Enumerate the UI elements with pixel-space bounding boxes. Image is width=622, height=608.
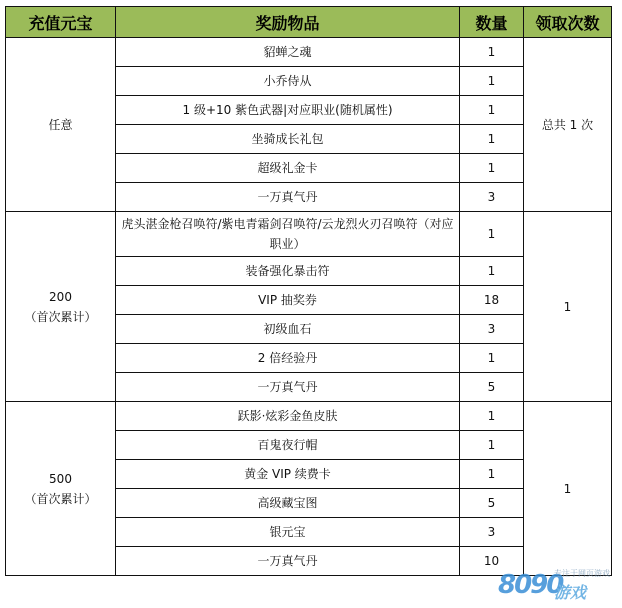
watermark-number: 8090 bbox=[498, 570, 563, 600]
reward-item-name: 2 倍经验丹 bbox=[116, 344, 460, 373]
header-quantity: 数量 bbox=[460, 7, 524, 38]
recharge-tier-label: 500 bbox=[49, 471, 72, 486]
reward-quantity: 5 bbox=[460, 373, 524, 402]
recharge-tier-cell bbox=[6, 402, 116, 576]
reward-quantity: 3 bbox=[460, 518, 524, 547]
recharge-tier-label: 任意 bbox=[48, 117, 73, 132]
reward-item-name: 银元宝 bbox=[116, 518, 460, 547]
reward-quantity: 1 bbox=[460, 257, 524, 286]
table-row bbox=[6, 212, 612, 257]
reward-item-name: 貂蝉之魂 bbox=[116, 38, 460, 67]
reward-quantity: 1 bbox=[460, 344, 524, 373]
header-claim-times: 领取次数 bbox=[524, 7, 612, 38]
reward-item-name: 一万真气丹 bbox=[116, 183, 460, 212]
reward-item-name: VIP 抽奖券 bbox=[116, 286, 460, 315]
reward-item-name: 高级藏宝图 bbox=[116, 489, 460, 518]
recharge-tier-label: （首次累计） bbox=[24, 491, 97, 506]
reward-quantity: 18 bbox=[460, 286, 524, 315]
reward-item-name: 百鬼夜行帽 bbox=[116, 431, 460, 460]
reward-quantity: 1 bbox=[460, 212, 524, 257]
table-row bbox=[6, 402, 612, 431]
watermark-tagline: 专注于网页游戏 bbox=[554, 569, 610, 578]
recharge-tier-label: 200 bbox=[49, 289, 72, 304]
claim-times-cell: 1 bbox=[524, 402, 612, 576]
reward-quantity: 3 bbox=[460, 183, 524, 212]
reward-quantity: 1 bbox=[460, 125, 524, 154]
reward-quantity: 1 bbox=[460, 38, 524, 67]
site-watermark bbox=[498, 566, 618, 606]
table-row bbox=[6, 38, 612, 67]
recharge-tier-cell bbox=[6, 212, 116, 402]
reward-item-name: 1 级+10 紫色武器|对应职业(随机属性) bbox=[116, 96, 460, 125]
reward-quantity: 1 bbox=[460, 154, 524, 183]
reward-item-name: 坐骑成长礼包 bbox=[116, 125, 460, 154]
reward-item-name: 虎头湛金枪召唤符/紫电青霜剑召唤符/云龙烈火刃召唤符（对应职业） bbox=[116, 212, 460, 257]
reward-quantity: 1 bbox=[460, 96, 524, 125]
reward-quantity: 1 bbox=[460, 67, 524, 96]
reward-item-name: 跃影·炫彩金鱼皮肤 bbox=[116, 402, 460, 431]
rewards-table bbox=[5, 6, 612, 576]
claim-times-cell: 1 bbox=[524, 212, 612, 402]
reward-item-name: 超级礼金卡 bbox=[116, 154, 460, 183]
reward-quantity: 10 bbox=[460, 547, 524, 576]
header-reward-item: 奖励物品 bbox=[116, 7, 460, 38]
reward-item-name: 黄金 VIP 续费卡 bbox=[116, 460, 460, 489]
header-row bbox=[6, 7, 612, 38]
reward-item-name: 初级血石 bbox=[116, 315, 460, 344]
claim-times-cell: 总共 1 次 bbox=[524, 38, 612, 212]
reward-quantity: 5 bbox=[460, 489, 524, 518]
reward-quantity: 1 bbox=[460, 431, 524, 460]
reward-item-name: 一万真气丹 bbox=[116, 547, 460, 576]
reward-quantity: 3 bbox=[460, 315, 524, 344]
recharge-tier-cell bbox=[6, 38, 116, 212]
reward-item-name: 一万真气丹 bbox=[116, 373, 460, 402]
reward-item-name: 装备强化暴击符 bbox=[116, 257, 460, 286]
watermark-brand: 游戏 bbox=[554, 583, 587, 602]
reward-quantity: 1 bbox=[460, 460, 524, 489]
header-recharge: 充值元宝 bbox=[6, 7, 116, 38]
reward-quantity: 1 bbox=[460, 402, 524, 431]
recharge-tier-label: （首次累计） bbox=[24, 309, 97, 324]
reward-item-name: 小乔侍从 bbox=[116, 67, 460, 96]
